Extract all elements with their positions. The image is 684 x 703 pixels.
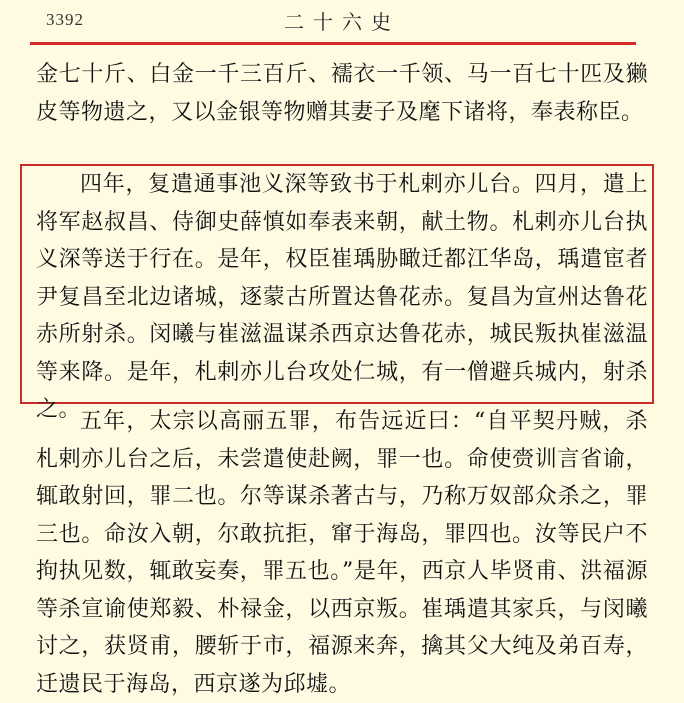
paragraph-fifth-year: 五年，太宗以高丽五罪，布告远近曰：“自平契丹贼，杀札剌亦儿台之后，未尝遣使赴阙，罪一也。命使赍训言省谕，辄敢射回，罪二也。尔等谋杀著古与，乃称万奴部众杀之，罪三也。命汝入朝，尔敢抗拒，窜于海岛，罪四也。汝等民户不拘执见数，辄敢妄奏，罪五也。”是年，西京人毕贤甫、洪福源等杀宣谕使郑毅、朴禄金，以西京叛。崔瑀遣其家兵，与闵曦讨之，获贤甫，腰斩于市，福源来奔，擒其父大纯及弟百寿，迁遗民于海岛，西京遂为邱墟。 (36, 409, 648, 697)
paragraph-continued: 金七十斤、白金一千三百斤、襦衣一千领、马一百七十匹及獭皮等物遗之，又以金银等物赠其妻子及麾下诸将，奉表称臣。 (36, 62, 648, 125)
running-title: 二十六史 (284, 10, 400, 34)
paragraph-highlighted: 四年，复遣通事池义深等致书于札剌亦儿台。四月，遣上将军赵叔昌、侍御史薛慎如奉表来朝，献土物。札剌亦儿台执义深等送于行在。是年，权臣崔瑀胁瞰迁都江华岛，瑀遣宦者尹复昌至北边诸城，逐蒙古所置达鲁花赤。复昌为宣州达鲁花赤所射杀。闵曦与崔滋温谋杀西京达鲁花赤，城民叛执崔滋温等来降。是年，札剌亦儿台攻处仁城，有一僧避兵城内，射杀之。 (36, 172, 648, 422)
header-rule (30, 42, 636, 45)
page-number: 3392 (46, 10, 84, 29)
